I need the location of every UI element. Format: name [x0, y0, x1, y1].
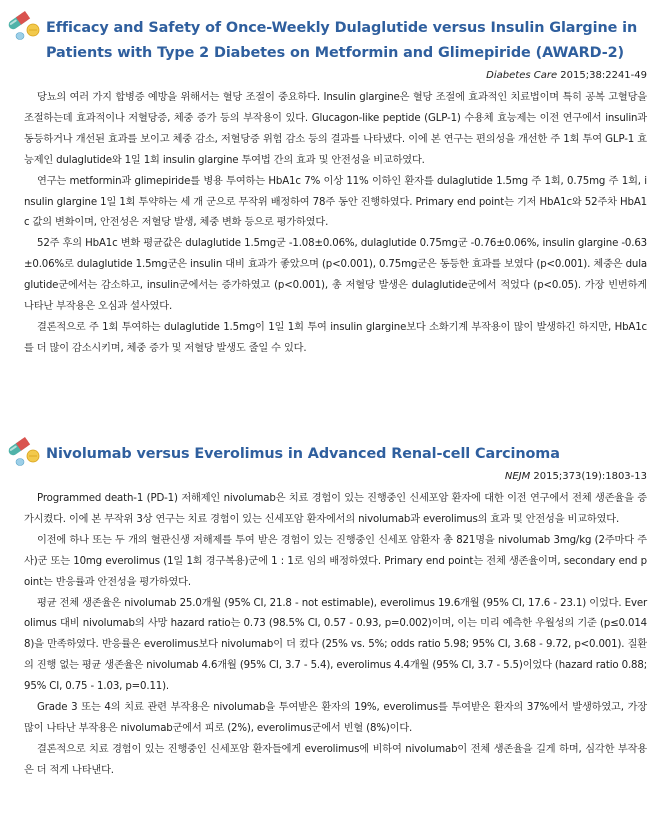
paragraph: 연구는 metformin과 glimepiride를 병용 투여하는 HbA1c 7% 이상 11% 이하인 환자를 dulaglutide 1.5mg 주 1회, 0.75mg 주 1회, insulin glargine 1일 1회 투약하는 세 개 군으로 무작위 배정하여 78주 동안 진행하였다. Primary end point는 기저 HbA1c와 52주차 HbA1c 값의 변화이며, 안전성은 저혈당 발생, 체중 변화 등으로 평가하였다.: [24, 175, 647, 229]
paragraph: Grade 3 또는 4의 치료 관련 부작용은 nivolumab을 투여받은 환자의 19%, everolimus를 투여받은 환자의 37%에서 발생하였고, 가장 많이 나타난 부작용은 nivolumab군에서 피로 (2%), everolimus군에서 빈혈 (8%)이다.: [24, 702, 647, 734]
paragraph: Programmed death-1 (PD-1) 저해제인 nivolumab은 치료 경험이 있는 진행중인 신세포암 환자에 대한 이전 연구에서 전체 생존율을 증가시켰다. 이에 본 무작위 3상 연구는 치료 경험이 있는 신세포암 환자에서의 nivolumab과 everolimus의 효과 및 안전성을 비교하였다.: [24, 493, 647, 525]
citation-details: 2015;373(19):1803-13: [530, 471, 647, 482]
article-dulaglutide: [0, 6, 661, 360]
pills-icon: [6, 8, 42, 42]
article-title: Nivolumab versus Everolimus in Advanced Renal-cell Carcinoma: [46, 446, 560, 462]
paragraph: 이전에 하나 또는 두 개의 혈관신생 저해제를 투여 받은 경험이 있는 진행중인 신세포 암환자 총 821명을 nivolumab 3mg/kg (2주마다 주사)군 또는 10mg everolimus (1일 1회 경구복용)군에 1 : 1로 임의 배정하였다. Primary end point는 전체 생존율이며, secondary end point는 반응률과 안전성을 평가하였다.: [24, 534, 647, 588]
journal-name: NEJM: [504, 471, 531, 482]
journal-name: Diabetes Care: [486, 70, 558, 81]
paragraph: 결론적으로 치료 경험이 있는 진행중인 신세포암 환자들에게 everolimus에 비하여 nivolumab이 전체 생존율을 길게 하며, 심각한 부작용은 더 적게 나타낸다.: [24, 743, 647, 776]
citation-details: 2015;38:2241-49: [557, 70, 647, 81]
paragraph: 52주 후의 HbA1c 변화 평균값은 dulaglutide 1.5mg군 -1.08±0.06%, dulaglutide 0.75mg군 -0.76±0.06%, insulin glargine -0.63±0.06%로 dulaglutide 1.5mg군은 insulin 대비 효과가 좋았으며 (p<0.001), 0.75mg군은 동등한 효과를 보였다 (p<0.001). 체중은 dulaglutide군에서는 감소하고, insulin군에서는 증가하였고 (p<0.001), 총 저혈당 발생은 dulaglutide군에서 적었다 (p<0.05). 가장 빈번하게 나타난 부작용은 오심과 설사였다.: [24, 238, 647, 313]
paragraph: 당뇨의 여러 가지 합병증 예방을 위해서는 혈당 조절이 중요하다. Insulin glargine은 혈당 조절에 효과적인 치료법이며 특히 공복 고혈당을 조절하는데 효과적이나 저혈당증, 체중 증가 등의 부작용이 있다. Glucagon-like peptide (GLP-1) 수용체 효능제는 이전 연구에서 insulin과 동등하거나 개선된 효과를 보이고 체중 감소, 저혈당증 위험 감소 등의 결과를 나타냈다. 이에 본 연구는 편의성을 개선한 주 1회 투여 GLP-1 효능제인 dulaglutide와 1일 1회 insulin glargine 투여법 간의 효과 및 안전성을 비교하였다.: [24, 92, 647, 166]
article-title: Efficacy and Safety of Once-Weekly Dulaglutide versus Insulin Glargine in Patients with Type 2 Diabetes on Metformin and Glimepiride (AWARD-2): [46, 20, 638, 61]
article-nivolumab: [0, 432, 661, 782]
pills-icon: [6, 434, 42, 468]
article-body: [0, 489, 661, 782]
article-body: [0, 88, 661, 360]
article-header: [0, 6, 661, 66]
article-header: [0, 432, 661, 467]
citation: [0, 68, 661, 84]
paragraph: 평균 전체 생존율은 nivolumab 25.0개월 (95% CI, 21.8 - not estimable), everolimus 19.6개월 (95% CI, 17.6 - 23.1) 이었다. Everolimus 대비 nivolumab의 사망 hazard ratio는 0.73 (98.5% CI, 0.57 - 0.93, p=0.002)이며, 이는 미리 예측한 우월성의 기준 (p≤0.0148)을 만족하였다. 반응률은 everolimus보다 nivolumab이 더 컸다 (25% vs. 5%; odds ratio 5.98; 95% CI, 3.68 - 9.72, p<0.001). 질환의 진행 없는 평균 생존율은 nivolumab 4.6개월 (95% CI, 3.7 - 5.4), everolimus 4.4개월 (95% CI, 3.7 - 5.5)이었다 (hazard ratio 0.88; 95% CI, 0.75 - 1.03, p=0.11).: [24, 597, 647, 693]
paragraph: 결론적으로 주 1회 투여하는 dulaglutide 1.5mg이 1일 1회 투여 insulin glargine보다 소화기계 부작용이 많이 발생하긴 하지만, HbA1c를 더 많이 감소시키며, 체중 증가 및 저혈당 발생도 줄일 수 있다.: [24, 321, 647, 354]
citation: [0, 469, 661, 485]
